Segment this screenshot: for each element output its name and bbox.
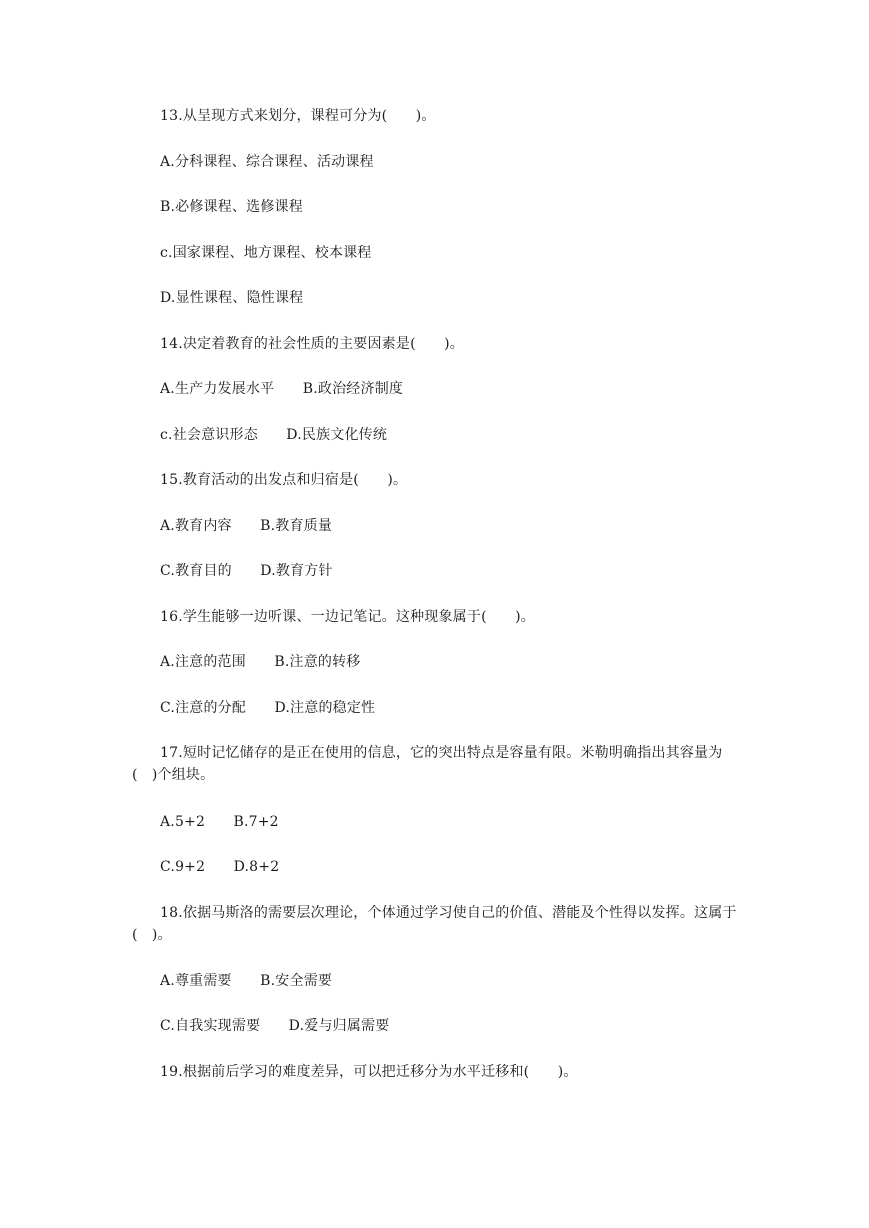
question-16-stem: 16.学生能够一边听课、一边记笔记。这种现象属于( )。	[160, 609, 535, 625]
question-13-option-c: c.国家课程、地方课程、校本课程	[160, 245, 372, 261]
question-15-options-cd: C.教育目的 D.教育方针	[160, 563, 333, 579]
question-19-stem: 19.根据前后学习的难度差异，可以把迁移分为水平迁移和( )。	[160, 1064, 578, 1080]
question-13-option-a: A.分科课程、综合课程、活动课程	[160, 154, 374, 170]
question-16-options-ab: A.注意的范围 B.注意的转移	[160, 654, 361, 670]
question-18-options-cd: C.自我实现需要 D.爱与归属需要	[160, 1018, 390, 1034]
question-13-stem: 13.从呈现方式来划分，课程可分为( )。	[160, 108, 436, 124]
question-15-options-ab: A.教育内容 B.教育质量	[160, 518, 333, 534]
question-17-stem: 17.短时记忆储存的是正在使用的信息，它的突出特点是容量有限。米勒明确指出其容量为( )个组块。	[132, 745, 723, 783]
question-17-options-cd: C.9+2 D.8+2	[160, 859, 280, 875]
question-17-options-ab: A.5+2 B.7+2	[160, 814, 279, 830]
question-18-stem: 18.依据马斯洛的需要层次理论，个体通过学习使自己的价值、潜能及个性得以发挥。这属于( )。	[132, 905, 737, 943]
question-14-stem: 14.决定着教育的社会性质的主要因素是( )。	[160, 336, 464, 352]
question-13-option-d: D.显性课程、隐性课程	[160, 290, 304, 306]
question-15-stem: 15.教育活动的出发点和归宿是( )。	[160, 472, 408, 488]
question-13-option-b: B.必修课程、选修课程	[160, 199, 303, 215]
question-14-options-cd: c.社会意识形态 D.民族文化传统	[160, 427, 388, 443]
question-14-options-ab: A.生产力发展水平 B.政治经济制度	[160, 381, 404, 397]
question-18-options-ab: A.尊重需要 B.安全需要	[160, 973, 333, 989]
question-16-options-cd: C.注意的分配 D.注意的稳定性	[160, 700, 376, 716]
